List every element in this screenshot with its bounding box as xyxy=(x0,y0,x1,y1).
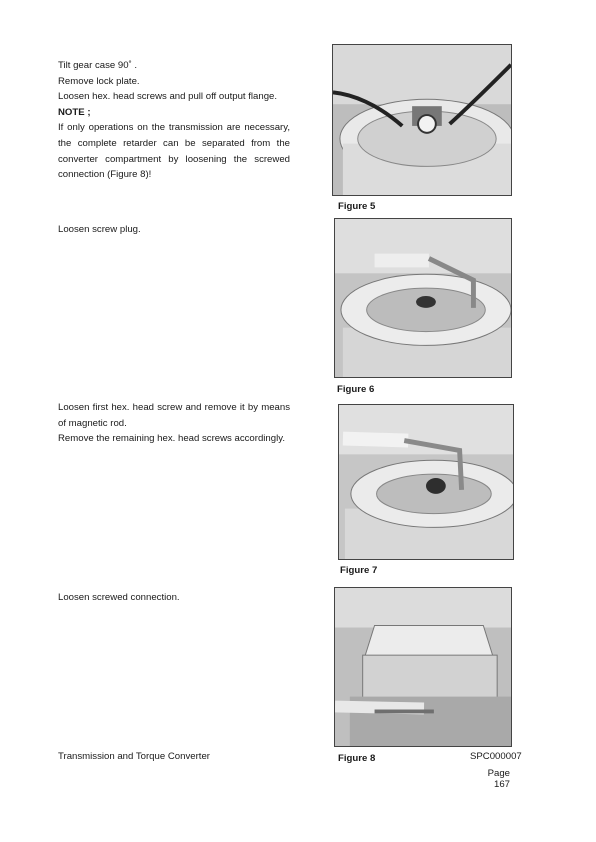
step-text-block-4 xyxy=(58,590,290,606)
instruction-line: Remove lock plate. xyxy=(58,75,140,87)
instruction-paragraph: Remove the remaining hex. head screws accordingly. xyxy=(58,433,285,445)
instruction-paragraph: Loosen first hex. head screw and remove it by means of magnetic rod. xyxy=(58,402,290,429)
instruction-line: Tilt gear case 90˚ . xyxy=(58,60,138,71)
step-text-block-3 xyxy=(58,400,290,447)
note-text: If only operations on the transmission are necessary, the complete retarder can be separated from the converter compartment by loosening the screwed connection (Figure 8)! xyxy=(58,122,290,181)
page-number: Page 167 xyxy=(487,768,510,790)
instruction-line: Loosen hex. head screws and pull off output flange. xyxy=(58,91,278,103)
figure-6-photo xyxy=(334,218,512,378)
footer-title: Transmission and Torque Converter xyxy=(58,751,210,762)
figure-6-caption: Figure 6 xyxy=(337,384,375,395)
figure-8-caption: Figure 8 xyxy=(338,753,376,764)
figure-5-photo xyxy=(332,44,512,196)
note-label: NOTE ; xyxy=(58,106,91,118)
step-text-block-1 xyxy=(58,58,290,183)
instruction-line: Loosen screwed connection. xyxy=(58,592,180,603)
figure-7-photo xyxy=(338,404,514,560)
figure-7-caption: Figure 7 xyxy=(340,565,378,576)
footer-doc-code: SPC000007 xyxy=(470,751,522,762)
step-text-block-2 xyxy=(58,222,290,238)
figure-5-caption: Figure 5 xyxy=(338,201,376,212)
instruction-line: Loosen screw plug. xyxy=(58,224,141,235)
figure-8-photo xyxy=(334,587,512,747)
